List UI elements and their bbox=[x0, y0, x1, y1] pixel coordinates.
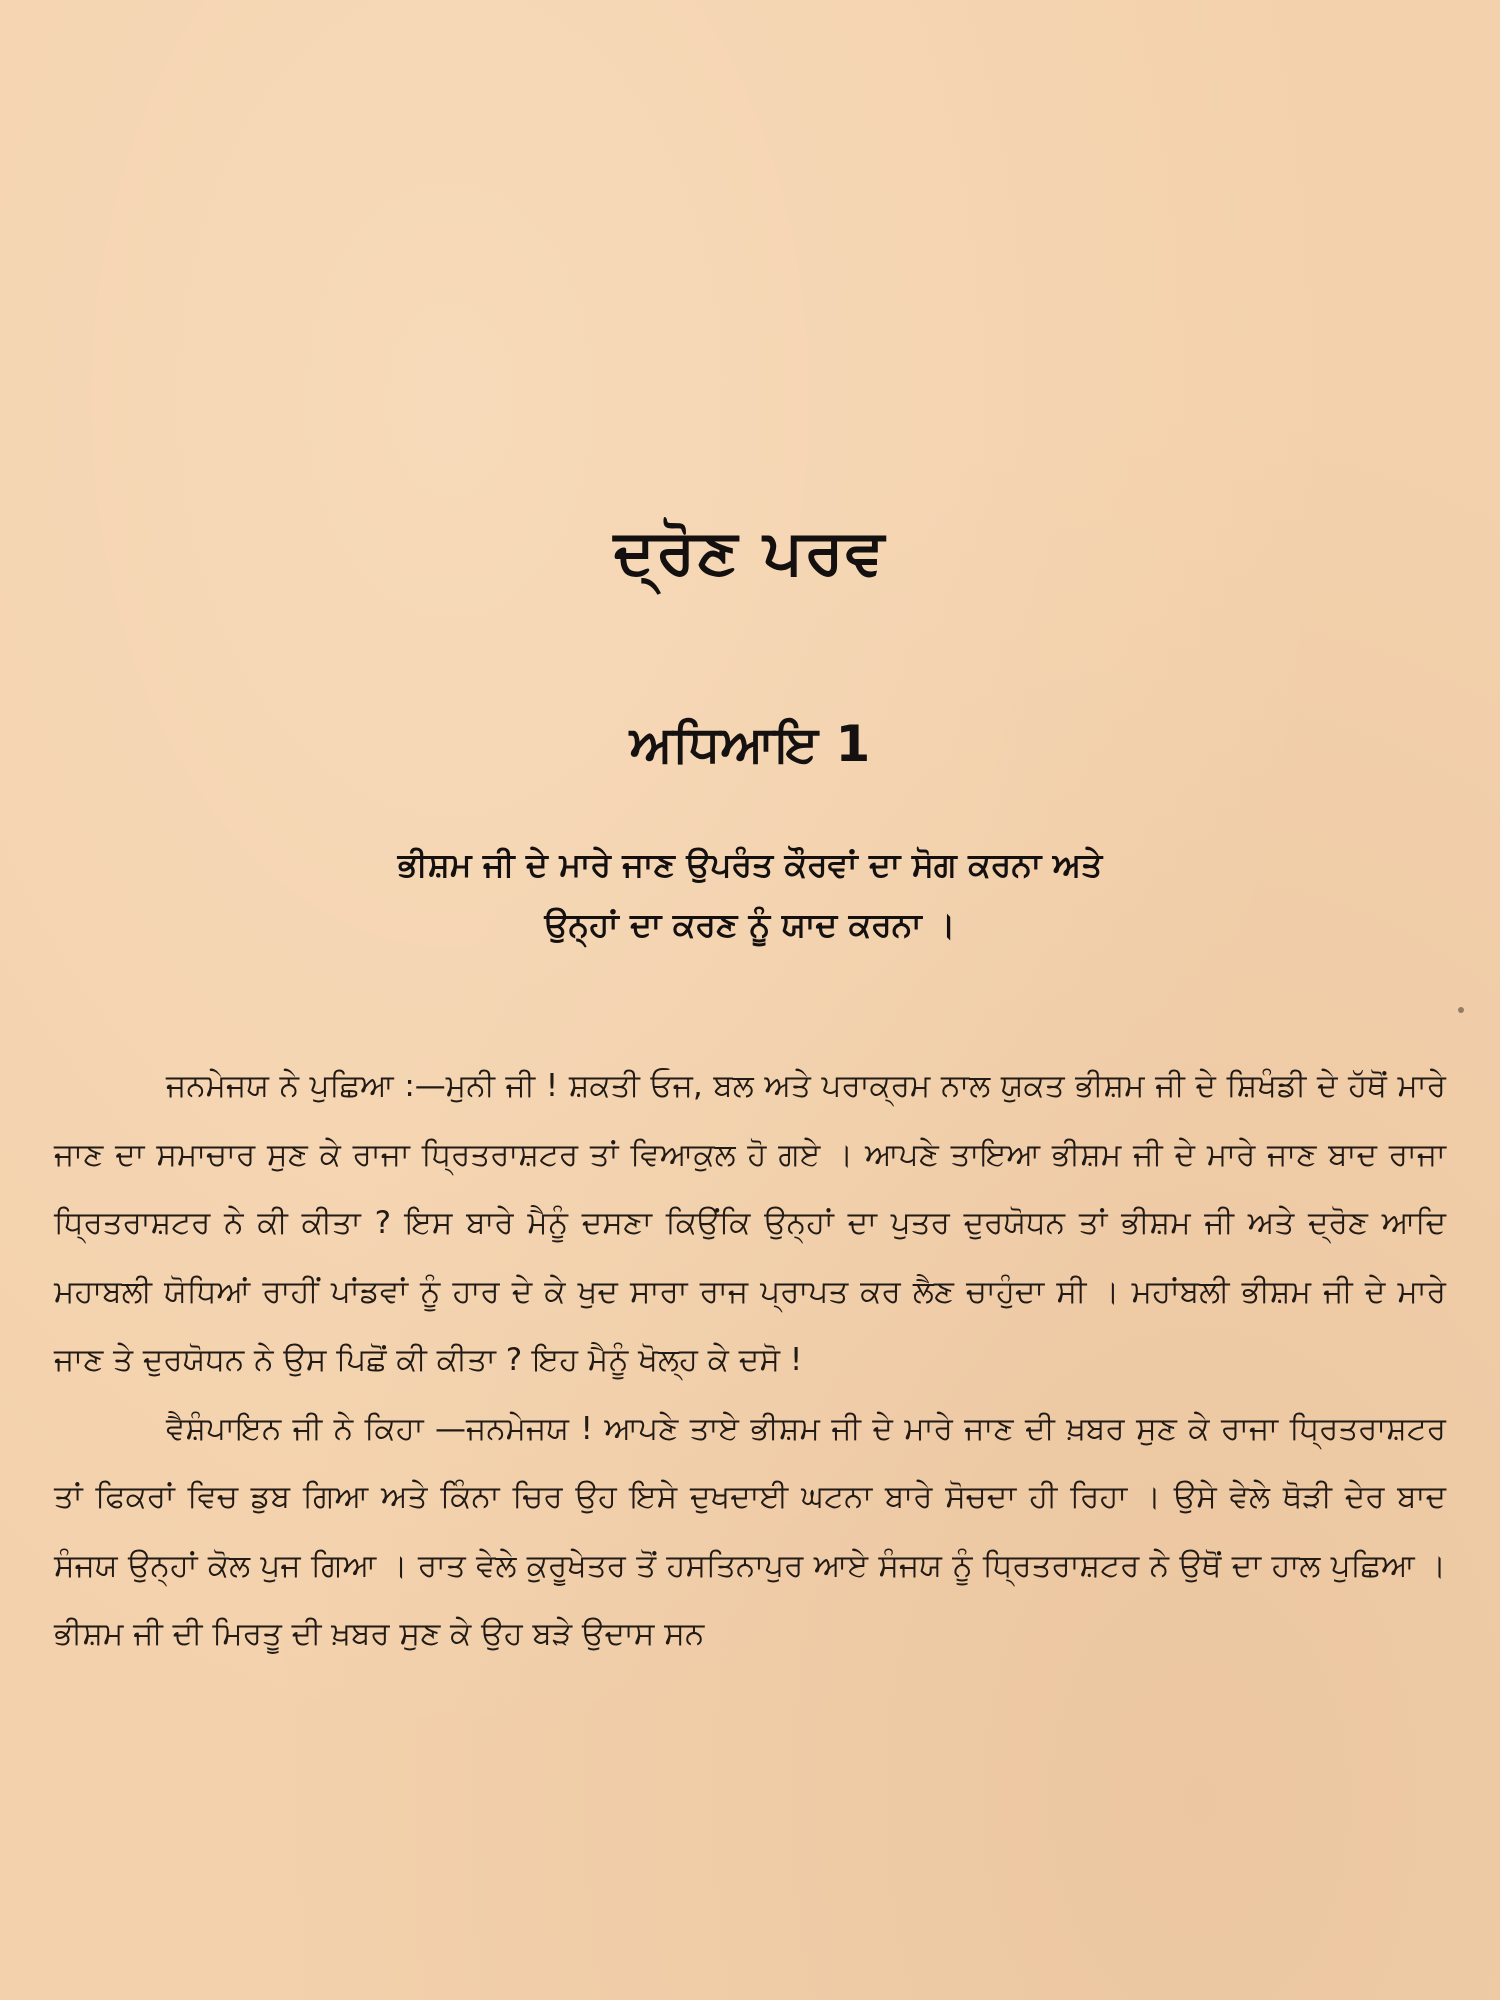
summary-line: ਉਨ੍ਹਾਂ ਦਾ ਕਰਣ ਨੂੰ ਯਾਦ ਕਰਨਾ । bbox=[544, 905, 956, 944]
body-text bbox=[54, 1052, 1446, 1669]
paragraph: ਵੈਸ਼ੰਪਾਇਨ ਜੀ ਨੇ ਕਿਹਾ —ਜਨਮੇਜਯ ! ਆਪਣੇ ਤਾਏ ਭੀਸ਼ਮ ਜੀ ਦੇ ਮਾਰੇ ਜਾਣ ਦੀ ਖ਼ਬਰ ਸੁਣ ਕੇ ਰਾਜਾ ਧ੍ਰਿਤਰਾਸ਼ਟਰ ਤਾਂ ਫਿਕਰਾਂ ਵਿਚ ਡੁਬ ਗਿਆ ਅਤੇ ਕਿੰਨਾ ਚਿਰ ਉਹ ਇਸੇ ਦੁਖਦਾਈ ਘਟਨਾ ਬਾਰੇ ਸੋਚਦਾ ਹੀ ਰਿਹਾ । ਉਸੇ ਵੇਲੇ ਥੋੜੀ ਦੇਰ ਬਾਦ ਸੰਜਯ ਉਨ੍ਹਾਂ ਕੋਲ ਪੁਜ ਗਿਆ । ਰਾਤ ਵੇਲੇ ਕੁਰੂਖੇਤਰ ਤੋਂ ਹਸਤਿਨਾਪੁਰ ਆਏ ਸੰਜਯ ਨੂੰ ਧ੍ਰਿਤਰਾਸ਼ਟਰ ਨੇ ਉਥੋਂ ਦਾ ਹਾਲ ਪੁਛਿਆ । ਭੀਸ਼ਮ ਜੀ ਦੀ ਮਿਰਤੂ ਦੀ ਖ਼ਬਰ ਸੁਣ ਕੇ ਉਹ ਬੜੇ ਉਦਾਸ ਸਨ bbox=[54, 1410, 1446, 1652]
chapter-heading: ਅਧਿਆਇ 1 bbox=[629, 715, 871, 773]
chapter-summary bbox=[150, 835, 1350, 955]
paper-speck bbox=[1458, 1007, 1464, 1013]
summary-line: ਭੀਸ਼ਮ ਜੀ ਦੇ ਮਾਰੇ ਜਾਣ ਉਪਰੰਤ ਕੌਰਵਾਂ ਦਾ ਸੋਗ ਕਰਨਾ ਅਤੇ bbox=[397, 845, 1103, 884]
paragraph: ਜਨਮੇਜਯ ਨੇ ਪੁਛਿਆ :—ਮੁਨੀ ਜੀ ! ਸ਼ਕਤੀ ਓਜ, ਬਲ ਅਤੇ ਪਰਾਕ੍ਰਮ ਨਾਲ ਯੁਕਤ ਭੀਸ਼ਮ ਜੀ ਦੇ ਸ਼ਿਖੰਡੀ ਦੇ ਹੱਥੋਂ ਮਾਰੇ ਜਾਣ ਦਾ ਸਮਾਚਾਰ ਸੁਣ ਕੇ ਰਾਜਾ ਧ੍ਰਿਤਰਾਸ਼ਟਰ ਤਾਂ ਵਿਆਕੁਲ ਹੋ ਗਏ । ਆਪਣੇ ਤਾਇਆ ਭੀਸ਼ਮ ਜੀ ਦੇ ਮਾਰੇ ਜਾਣ ਬਾਦ ਰਾਜਾ ਧ੍ਰਿਤਰਾਸ਼ਟਰ ਨੇ ਕੀ ਕੀਤਾ ? ਇਸ ਬਾਰੇ ਮੈਨੂੰ ਦਸਣਾ ਕਿਉਂਕਿ ਉਨ੍ਹਾਂ ਦਾ ਪੁਤਰ ਦੁਰਯੋਧਨ ਤਾਂ ਭੀਸ਼ਮ ਜੀ ਅਤੇ ਦ੍ਰੋਣ ਆਦਿ ਮਹਾਬਲੀ ਯੋਧਿਆਂ ਰਾਹੀਂ ਪਾਂਡਵਾਂ ਨੂੰ ਹਾਰ ਦੇ ਕੇ ਖੁਦ ਸਾਰਾ ਰਾਜ ਪ੍ਰਾਪਤ ਕਰ ਲੈਣ ਚਾਹੁੰਦਾ ਸੀ । ਮਹਾਂਬਲੀ ਭੀਸ਼ਮ ਜੀ ਦੇ ਮਾਰੇ ਜਾਣ ਤੇ ਦੁਰਯੋਧਨ ਨੇ ਉਸ ਪਿਛੋਂ ਕੀ ਕੀਤਾ ? ਇਹ ਮੈਨੂੰ ਖੋਲ੍ਹ ਕੇ ਦਸੋ ! bbox=[54, 1068, 1446, 1378]
part-title: ਦ੍ਰੋਣ ਪਰਵ bbox=[613, 515, 887, 588]
